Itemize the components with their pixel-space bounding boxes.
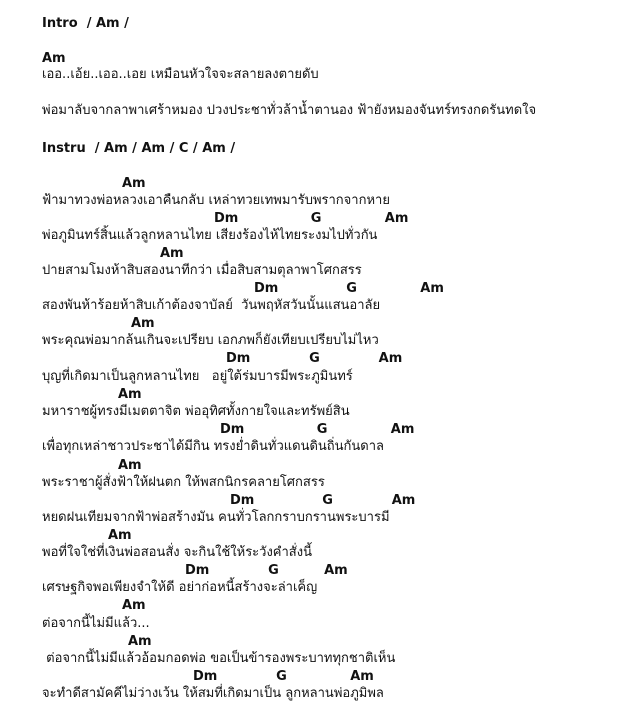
chord-line: Dm G Am (185, 563, 348, 578)
lyric-line: พระราชาผู้สั่งฟ้าให้ฝนตก ให้พสกนิกรคลายโศกสรร (42, 475, 325, 490)
lyric-line: เศรษฐกิจพอเพียงจำให้ดี อย่าก่อหนี้สร้างจะล่าเค็ญ (42, 580, 318, 595)
lyric-line: จะทำดีสามัคคีไม่ว่างเว้น ให้สมที่เกิดมาเป็น ลูกหลานพ่อภูมิพล (42, 686, 384, 701)
chord-line: Dm G Am (220, 422, 415, 437)
lyric-line: เออ..เอ้ย..เออ..เอย เหมือนหัวใจจะสลายลงตายดับ (42, 67, 319, 82)
lyric-line: ต่อจากนี้ไม่มีแล้ว... (42, 616, 150, 631)
lyric-line: พอที่ใจใช่ที่เงินพ่อสอนสั่ง จะกินใช้ให้ระวังคำสั่งนี้ (42, 545, 312, 560)
instru-line: Instru / Am / Am / C / Am / (42, 141, 236, 156)
lyric-line: พ่อมาลับจากลาพาเศร้าหมอง ปวงประชาทั่วล้าน้ำตานอง ฟ้ายังหมองจันทร์ทรงกดรันทดใจ (42, 103, 537, 118)
lyric-line: หยดฝนเทียมจากฟ้าพ่อสร้างมัน คนทั่วโลกกราบกรานพระบารมี (42, 510, 390, 525)
chord-line: Dm G Am (230, 493, 416, 508)
chord-line: Am (128, 634, 152, 649)
chord-line: Am (122, 176, 146, 191)
lyric-line: เพื่อทุกเหล่าชาวประชาได้มีกิน ทรงย่ำดินทั่วแดนดินถิ่นกันดาล (42, 439, 385, 454)
lyric-line: บุญที่เกิดมาเป็นลูกหลานไทย อยู่ใต้ร่มบารมีพระภูมินทร์ (42, 369, 353, 384)
chord-line: Am (118, 387, 142, 402)
lyric-line: สองพันห้าร้อยห้าสิบเก้าต้องจาบัลย์ วันพฤหัสวันนั้นแสนอาลัย (42, 298, 381, 313)
chord-line: Dm G Am (214, 211, 409, 226)
lyric-line: พ่อภูมินทร์สิ้นแล้วลูกหลานไทย เสียงร้องไห้ไทยระงมไปทั่วกัน (42, 228, 378, 243)
chord-line: Dm G Am (193, 669, 374, 684)
lyric-line: พระคุณพ่อมากล้นเกินจะเปรียบ เอกภพก็ยังเทียบเปรียบไม่ไหว (42, 333, 379, 348)
lyric-line: ปายสามโมงห้าสิบสองนาทีกว่า เมื่อสิบสามตุลาพาโศกสรร (42, 263, 362, 278)
lyric-line: มหาราชผู้ทรงมีเมตตาจิต พ่ออุทิศทั้งกายใจและทรัพย์สิน (42, 404, 350, 419)
lyric-line: ฟ้ามาทวงพ่อหลวงเอาคืนกลับ เหล่าทวยเทพมารับพรากจากหาย (42, 193, 390, 208)
chord-line: Am (108, 528, 132, 543)
chord-line: Am (160, 246, 184, 261)
chord-line: Am (42, 51, 66, 66)
intro-line: Intro / Am / (42, 16, 129, 31)
chord-line: Am (131, 316, 155, 331)
chord-line: Dm G Am (254, 281, 444, 296)
chord-line: Am (118, 458, 142, 473)
lyric-line: ต่อจากนี้ไม่มีแล้วอ้อมกอดพ่อ ขอเป็นข้ารองพระบาททุกชาติเห็น (42, 651, 396, 666)
chord-line: Dm G Am (226, 351, 403, 366)
chord-line: Am (122, 598, 146, 613)
